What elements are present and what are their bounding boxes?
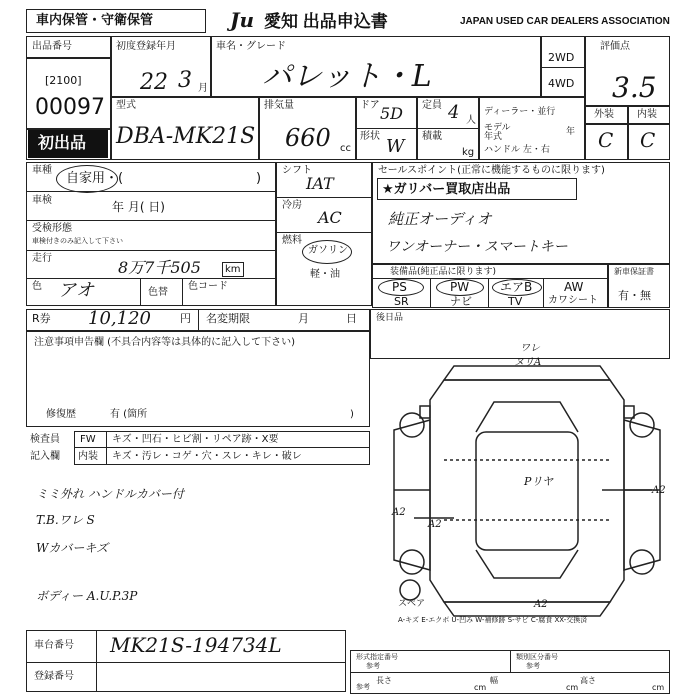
score-value: 3.5 bbox=[612, 71, 657, 104]
model-label: 型式 bbox=[116, 100, 136, 111]
dim-ref: 参考 bbox=[356, 683, 370, 691]
selling-points-label: セールスポイント(正常に機能するものに限ります) bbox=[378, 165, 605, 176]
equip-seat: カワシート bbox=[548, 295, 598, 306]
load-label: 積載 bbox=[422, 131, 442, 142]
diagram-center-note: Pリヤ bbox=[524, 475, 554, 488]
diagram-left-note2: A2 bbox=[428, 519, 442, 530]
ac-label: 冷房 bbox=[282, 200, 302, 211]
form-title: 愛知 出品申込書 bbox=[264, 12, 388, 31]
shape-value: W bbox=[386, 136, 405, 157]
lot-code: [2100] bbox=[45, 74, 82, 87]
diagram-legend: A-キズ E-エクボ U-凹み W-補修跡 S-サビ C-腐食 XX-交換済 bbox=[398, 616, 588, 624]
equip-navi: ナビ bbox=[450, 295, 472, 308]
car-type-paren: ) bbox=[256, 171, 262, 186]
name-change-label: 名変期限 bbox=[206, 312, 250, 325]
door-label: ドア bbox=[360, 100, 380, 111]
year-unit: 年 bbox=[566, 127, 576, 137]
drive-4wd: 4WD bbox=[548, 77, 575, 90]
diagram-left-note: A2 bbox=[392, 507, 406, 518]
spare-label: スペア bbox=[398, 599, 426, 609]
repair-value: 有 (箇所 bbox=[110, 409, 148, 420]
month-unit: 月 bbox=[198, 83, 208, 94]
height-label: 高さ bbox=[580, 676, 596, 685]
model-cert-label: 形式指定番号 bbox=[356, 653, 398, 661]
notice-label: 注意事項申告欄 (不具合内容等は具体的に記入して下さい) bbox=[34, 337, 295, 348]
association-name: JAPAN USED CAR DEALERS ASSOCIATION bbox=[460, 16, 670, 27]
diagram-right-note: A2 bbox=[652, 485, 666, 496]
first-reg-label: 初度登録年月 bbox=[116, 41, 176, 52]
height-unit: cm bbox=[652, 683, 665, 692]
interior-label: 内装 bbox=[637, 109, 657, 120]
model-value: DBA-MK21S bbox=[116, 124, 256, 149]
inspection-label: 車検 bbox=[32, 195, 52, 206]
shape-label: 形状 bbox=[360, 131, 380, 142]
name-change-month: 月 bbox=[298, 312, 309, 325]
chassis-label: 車台番号 bbox=[34, 640, 74, 651]
color-swap-label: 色替 bbox=[148, 287, 168, 298]
chassis-value: MK21S-194734L bbox=[110, 633, 282, 657]
model-year-label: モデル年式 bbox=[484, 123, 511, 142]
equip-sr: SR bbox=[394, 295, 409, 308]
reg-label: 登録番号 bbox=[34, 671, 74, 682]
width-unit: cm bbox=[566, 683, 579, 692]
drive-2wd: 2WD bbox=[548, 51, 575, 64]
r-ken-value: 10,120 bbox=[88, 308, 151, 329]
car-type-label: 車種 bbox=[32, 165, 52, 176]
remark-1: ミミ外れ ハンドルカバー付 bbox=[36, 487, 184, 501]
equip-ps: PS bbox=[392, 280, 407, 294]
gulliver-label: ★ガリバー買取店出品 bbox=[382, 182, 511, 197]
name-change-day: 日 bbox=[346, 312, 357, 325]
mileage-label: 走行 bbox=[32, 253, 52, 264]
capacity-unit: 人 bbox=[466, 115, 476, 126]
length-unit: cm bbox=[474, 683, 487, 692]
storage-tag: 車内保管・守衛保管 bbox=[36, 13, 154, 28]
fuel-gas: ガソリン bbox=[308, 245, 348, 256]
dealer-label: ディーラー・並行 bbox=[484, 107, 556, 117]
car-name-label: 車名・グレード bbox=[216, 41, 286, 52]
inspection-value: 年 月( 日) bbox=[112, 200, 165, 214]
fuel-label: 燃料 bbox=[282, 235, 302, 246]
equipment-label: 装備品(純正品に限ります) bbox=[390, 267, 497, 277]
acceptance-note: 車検付きのみ記入して下さい bbox=[32, 237, 123, 245]
remark-4: ボディー A.U.P.3P bbox=[36, 589, 138, 603]
displacement-label: 排気量 bbox=[264, 100, 294, 111]
diagram-top-note: ワレ bbox=[520, 343, 540, 354]
fuel-diesel: 軽・油 bbox=[310, 269, 340, 280]
mileage-value: 8万7千505 bbox=[118, 258, 201, 277]
equip-airbag: エアB bbox=[500, 280, 533, 294]
model-cert-ref: 参考 bbox=[366, 662, 380, 670]
inspector-row2: キズ・汚レ・コゲ・穴・スレ・キレ・破レ bbox=[112, 451, 302, 462]
repair-label: 修復歴 bbox=[46, 409, 76, 420]
kg-unit: kg bbox=[462, 147, 475, 158]
car-type-value: 自家用・( bbox=[66, 171, 124, 186]
km-unit: km bbox=[225, 264, 241, 275]
selling-point-line1: 純正オーディオ bbox=[388, 210, 492, 228]
exterior-value: C bbox=[598, 128, 614, 152]
repair-paren: ) bbox=[350, 409, 354, 420]
score-label: 評価点 bbox=[600, 41, 630, 52]
ac-value: AC bbox=[318, 208, 342, 227]
color-value: アオ bbox=[58, 280, 94, 301]
handle-label: ハンドル 左・右 bbox=[484, 145, 550, 155]
displacement-value: 660 bbox=[285, 124, 331, 152]
color-label: 色 bbox=[32, 281, 42, 292]
color-code-label: 色コード bbox=[188, 281, 228, 292]
door-value: 5D bbox=[380, 104, 404, 123]
remark-3: Wカバーキズ bbox=[36, 541, 109, 555]
class-ref: 参考 bbox=[526, 662, 540, 670]
warranty-label: 新車保証書 bbox=[614, 267, 654, 276]
interior-value: C bbox=[640, 128, 656, 152]
capacity-label: 定員 bbox=[422, 100, 442, 111]
r-ken-label: R券 bbox=[32, 312, 51, 325]
equip-aw: AW bbox=[564, 280, 584, 294]
remark-2: T.B.ワレ S bbox=[36, 513, 95, 527]
lot-label: 出品番号 bbox=[32, 41, 72, 52]
shift-value: IAT bbox=[306, 174, 334, 193]
aftermarket-label: 後日品 bbox=[376, 313, 404, 323]
capacity-value: 4 bbox=[448, 102, 460, 123]
equip-tv: TV bbox=[508, 295, 523, 308]
inspector-row1: キズ・凹石・ヒビ割・リペア跡・X要 bbox=[112, 434, 279, 445]
ju-logo: Ju bbox=[230, 8, 255, 32]
first-reg-year: 22 bbox=[140, 70, 168, 95]
acceptance-label: 受検形態 bbox=[32, 223, 72, 234]
class-label: 類別区分番号 bbox=[516, 653, 558, 661]
entry-label: 記入欄 bbox=[30, 451, 60, 462]
first-listing-label: 初出品 bbox=[38, 133, 87, 152]
equip-pw: PW bbox=[450, 280, 470, 294]
shift-label: シフト bbox=[282, 165, 312, 176]
length-label: 長さ bbox=[376, 676, 392, 685]
selling-point-line2: ワンオーナー・スマートキー bbox=[386, 239, 568, 255]
lot-number: 00097 bbox=[35, 95, 105, 120]
warranty-value: 有・無 bbox=[618, 289, 651, 302]
inspector-interior: 内装 bbox=[78, 451, 98, 462]
inspector-fw: FW bbox=[80, 434, 96, 445]
cc-unit: cc bbox=[340, 143, 351, 154]
diagram-top-note2: ヌリA bbox=[514, 357, 542, 368]
first-reg-month: 3 bbox=[178, 68, 192, 93]
diagram-bottom-note: A2 bbox=[534, 599, 548, 610]
r-ken-yen: 円 bbox=[180, 312, 191, 325]
width-label: 幅 bbox=[490, 676, 498, 685]
car-name: パレット・L bbox=[262, 59, 432, 94]
exterior-label: 外装 bbox=[594, 109, 614, 120]
inspector-label: 検査員 bbox=[30, 434, 60, 445]
